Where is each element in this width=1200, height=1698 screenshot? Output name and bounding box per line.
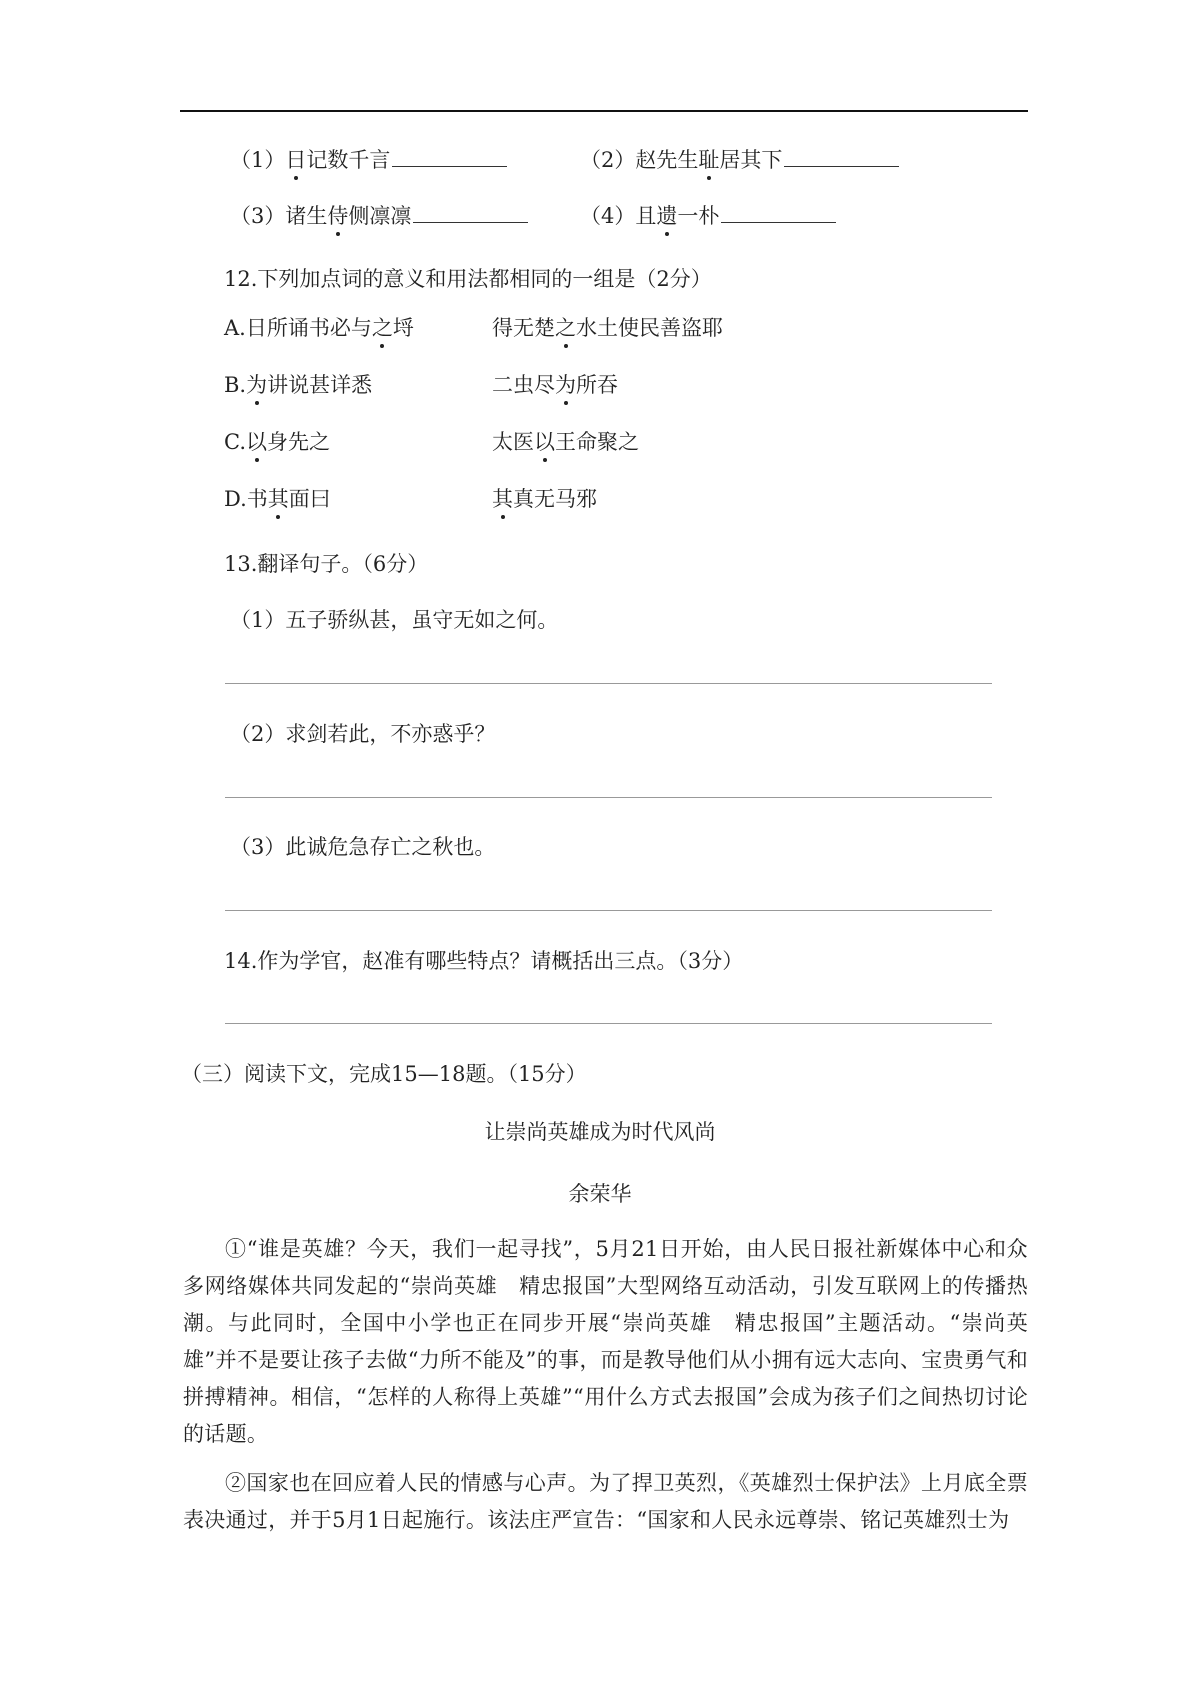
q12-a-right-post: 水土使民善盗耶 bbox=[576, 316, 723, 340]
q12-d-left-pre: D.书 bbox=[224, 487, 268, 511]
q12-c-left-pre: C. bbox=[224, 430, 246, 454]
q11-item-1 bbox=[230, 146, 507, 174]
q12-b-left-dotted: 为 bbox=[246, 373, 268, 397]
q11-item-4 bbox=[580, 202, 836, 230]
q11-answer-blank-4[interactable] bbox=[721, 202, 836, 223]
q12-c-right-post: 王命聚之 bbox=[555, 430, 639, 454]
q12-c-left-post: 身先之 bbox=[267, 430, 330, 454]
q12-a-left-post: 埒 bbox=[392, 316, 414, 340]
q13-item-3: （3）此诚危急存亡之秋也。 bbox=[230, 835, 496, 859]
q12-c-left-dotted: 以 bbox=[246, 430, 267, 454]
header-rule bbox=[180, 110, 1028, 112]
article-paragraph-1: ①“谁是英雄？今天，我们一起寻找”，5月21日开始，由人民日报社新媒体中心和众多网络媒体共同发起的“崇尚英雄 精忠报国”大型网络互动活动，引发互联网上的传播热潮。与此同时，全国中小学也正在同步开展“崇尚英雄 精忠报国”主题活动。“崇尚英雄”并不是要让孩子去做“力所不能及”的事，而是教导他们从小拥有远大志向、宝贵勇气和拼搏精神。相信，“怎样的人称得上英雄”“用什么方式去报国”会成为孩子们之间热切讨论的话题。 bbox=[183, 1237, 1028, 1446]
q11-item-1-prefix: （1） bbox=[230, 148, 286, 172]
q12-d-right-dotted: 其 bbox=[492, 487, 513, 511]
q11-item-4-suffix: 一朴 bbox=[677, 204, 720, 228]
q11-answer-blank-3[interactable] bbox=[413, 202, 528, 223]
q12-b-right-pre: 二虫尽 bbox=[492, 373, 555, 397]
q11-item-1-suffix: 记数千言 bbox=[306, 148, 391, 172]
q12-option-a-left bbox=[224, 314, 414, 342]
q11-item-3-suffix: 侧凛凛 bbox=[348, 204, 412, 228]
q11-item-2-suffix: 居其下 bbox=[719, 148, 783, 172]
q14-answer-line[interactable] bbox=[225, 1023, 992, 1024]
q12-d-right-post: 真无马邪 bbox=[513, 487, 597, 511]
q11-item-2 bbox=[580, 146, 899, 174]
q13-item-1: （1）五子骄纵甚，虽守无如之何。 bbox=[230, 608, 559, 632]
q12-option-d-right bbox=[492, 485, 597, 513]
q12-option-d-left bbox=[224, 485, 331, 513]
q11-answer-blank-1[interactable] bbox=[392, 146, 507, 167]
q12-a-right-pre: 得无楚 bbox=[492, 316, 555, 340]
q12-c-right-pre: 太医 bbox=[492, 430, 534, 454]
article-paragraph-2: ②国家也在回应着人民的情感与心声。为了捍卫英烈，《英雄烈士保护法》上月底全票表决通过，并于5月1日起施行。该法庄严宣告：“国家和人民永远尊崇、铭记英雄烈士为 bbox=[183, 1471, 1028, 1532]
article-author: 余荣华 bbox=[568, 1182, 632, 1206]
q11-item-3 bbox=[230, 202, 528, 230]
q11-item-3-prefix: （3）诸生 bbox=[230, 204, 328, 228]
q11-answer-blank-2[interactable] bbox=[784, 146, 899, 167]
q11-item-4-dotted-char: 遗 bbox=[656, 204, 678, 228]
q12-option-a-right bbox=[492, 314, 723, 342]
q12-b-right-dotted: 为 bbox=[555, 373, 576, 397]
q13-answer-line-2[interactable] bbox=[225, 797, 992, 798]
q14-question: 14.作为学官，赵准有哪些特点？请概括出三点。（3分） bbox=[224, 949, 744, 973]
q13-question: 13.翻译句子。（6分） bbox=[224, 552, 429, 576]
q12-b-left-post: 讲说甚详悉 bbox=[267, 373, 373, 397]
q12-d-left-post: 面曰 bbox=[288, 487, 331, 511]
q13-answer-line-3[interactable] bbox=[225, 910, 992, 911]
q12-d-left-dotted: 其 bbox=[267, 487, 289, 511]
q12-c-right-dotted: 以 bbox=[534, 430, 555, 454]
q12-question: 12.下列加点词的意义和用法都相同的一组是（2分） bbox=[224, 267, 712, 291]
q12-a-right-dotted: 之 bbox=[555, 316, 576, 340]
q12-option-b-right bbox=[492, 371, 618, 399]
q12-option-c-right bbox=[492, 428, 639, 456]
q11-item-4-prefix: （4）且 bbox=[580, 204, 657, 228]
q12-b-right-post: 所吞 bbox=[576, 373, 618, 397]
q12-option-b-left bbox=[224, 371, 372, 399]
q11-item-1-dotted-char: 日 bbox=[285, 148, 307, 172]
q13-item-2: （2）求剑若此，不亦惑乎？ bbox=[230, 722, 496, 746]
q13-answer-line-1[interactable] bbox=[225, 683, 992, 684]
q12-a-left-pre: A.日所诵书必与 bbox=[224, 316, 372, 340]
article-title: 让崇尚英雄成为时代风尚 bbox=[484, 1120, 716, 1144]
q12-b-left-pre: B. bbox=[224, 373, 247, 397]
q11-item-2-dotted-char: 耻 bbox=[698, 148, 720, 172]
section3-heading: （三）阅读下文，完成15—18题。（15分） bbox=[181, 1062, 587, 1086]
q11-item-2-prefix: （2）赵先生 bbox=[580, 148, 699, 172]
q11-item-3-dotted-char: 侍 bbox=[327, 204, 349, 228]
q12-a-left-dotted: 之 bbox=[371, 316, 393, 340]
q12-option-c-left bbox=[224, 428, 330, 456]
